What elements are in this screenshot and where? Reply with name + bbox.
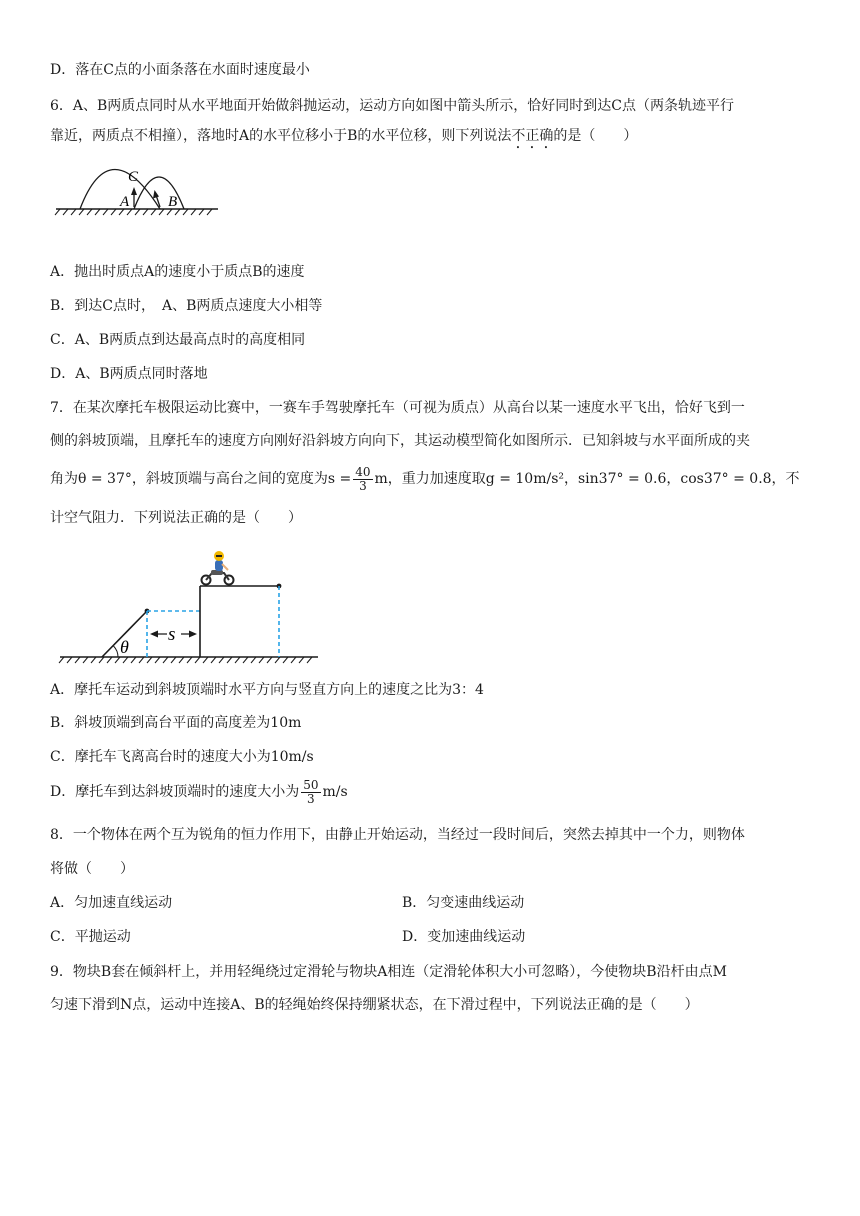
- q8-option-d: D．变加速曲线运动: [402, 929, 526, 945]
- q6-stem-line2-a: 靠近，两质点不相撞），落地时A的水平位移小于B的水平位移，则下列说法: [50, 128, 512, 144]
- q7-option-d: [50, 775, 810, 809]
- q7-speed-denominator: 3: [307, 791, 315, 806]
- q6-label-b: B: [168, 194, 178, 210]
- q6-option-c: C．A、B两质点到达最高点时的高度相同: [50, 332, 306, 348]
- q8-option-c: C．平抛运动: [50, 929, 131, 945]
- q6-label-a: A: [120, 194, 130, 210]
- q6-arrowhead-b: [153, 190, 159, 199]
- q6-option-b: B．到达C点时， A、B两质点速度大小相等: [50, 298, 323, 314]
- q7-angle-arc: [114, 646, 119, 657]
- q7-width-denominator: 3: [359, 478, 367, 493]
- q6-stem-line2: [50, 126, 810, 152]
- q7-speed-numerator: 50: [303, 777, 319, 792]
- q7-speed-fraction: [301, 779, 320, 806]
- q7-stem-line3-a: 角为θ = 37°，斜坡顶端与高台之间的宽度为s =: [50, 471, 352, 487]
- q7-width-fraction: [353, 466, 372, 493]
- q7-stem-line4: 计空气阻力．下列说法正确的是（ ）: [50, 510, 302, 526]
- q7-label-s: s: [168, 624, 176, 645]
- q8-stem-line1: 8．一个物体在两个互为锐角的恒力作用下，由静止开始运动，当经过一段时间后，突然去掉其中一个力，则物体: [50, 827, 745, 843]
- q7-motorcycle-figure: [52, 540, 324, 668]
- q7-option-c: C．摩托车飞离高台时的速度大小为10m/s: [50, 749, 314, 765]
- q7-width-arrowhead-left: [150, 631, 158, 638]
- q6-emphasis: 不正确: [511, 128, 554, 144]
- q7-stem-line2: 侧的斜坡顶端，且摩托车的速度方向刚好沿斜坡方向向下，其运动模型简化如图所示．已知斜坡与水平面所成的夹: [50, 433, 750, 449]
- q7-stem-line1: 7．在某次摩托车极限运动比赛中，一赛车手驾驶摩托车（可视为质点）从高台以某一速度水平飞出，恰好飞到一: [50, 400, 745, 416]
- q7-stem-line3-b: m，重力加速度取g = 10m/s²，sin37° = 0.6，cos37° = 0.8，不: [374, 471, 800, 487]
- q6-stem-line2-b: 的是（ ）: [553, 128, 638, 144]
- q7-width-arrowhead-right: [189, 631, 197, 638]
- q8-options-row2: [50, 927, 810, 947]
- q7-width-numerator: 40: [355, 464, 371, 479]
- q9-stem-line2: 匀速下滑到N点，运动中连接A、B的轻绳始终保持绷紧状态，在下滑过程中，下列说法正确的是（ ）: [50, 997, 699, 1013]
- q7-option-d-b: m/s: [322, 784, 348, 800]
- q7-label-theta: θ: [120, 637, 129, 657]
- q5-option-d: D．落在C点的小面条落在水面时速度最小: [50, 62, 310, 78]
- q9-stem-line1: 9．物块B套在倾斜杆上，并用轻绳绕过定滑轮与物块A相连（定滑轮体积大小可忽略），今使物块B沿杆由点M: [50, 964, 727, 980]
- q6-ground-hatch: [55, 209, 212, 215]
- q7-option-a: A．摩托车运动到斜坡顶端时水平方向与竖直方向上的速度之比为3：4: [50, 682, 484, 698]
- q8-stem-line2: 将做（ ）: [50, 861, 134, 877]
- q8-options-row1: [50, 893, 810, 913]
- q7-option-d-a: D．摩托车到达斜坡顶端时的速度大小为: [50, 784, 300, 800]
- q6-trajectory-figure: [52, 152, 222, 218]
- q6-label-c: C: [128, 169, 139, 185]
- q6-stem-line1: 6．A、B两质点同时从水平地面开始做斜抛运动，运动方向如图中箭头所示，恰好同时到达C点（两条轨迹平行: [50, 98, 735, 114]
- q6-option-a: A．抛出时质点A的速度小于质点B的速度: [50, 264, 305, 280]
- q8-option-b: B．匀变速曲线运动: [402, 895, 525, 911]
- q6-option-d: D．A、B两质点同时落地: [50, 366, 208, 382]
- q6-arrowhead-a: [131, 187, 137, 195]
- q7-option-b: B．斜坡顶端到高台平面的高度差为10m: [50, 715, 302, 731]
- motorcycle-icon: [202, 551, 234, 585]
- q8-option-a: A．匀加速直线运动: [50, 895, 173, 911]
- q7-ground-hatch: [59, 657, 312, 663]
- q7-stem-line3: [50, 462, 810, 496]
